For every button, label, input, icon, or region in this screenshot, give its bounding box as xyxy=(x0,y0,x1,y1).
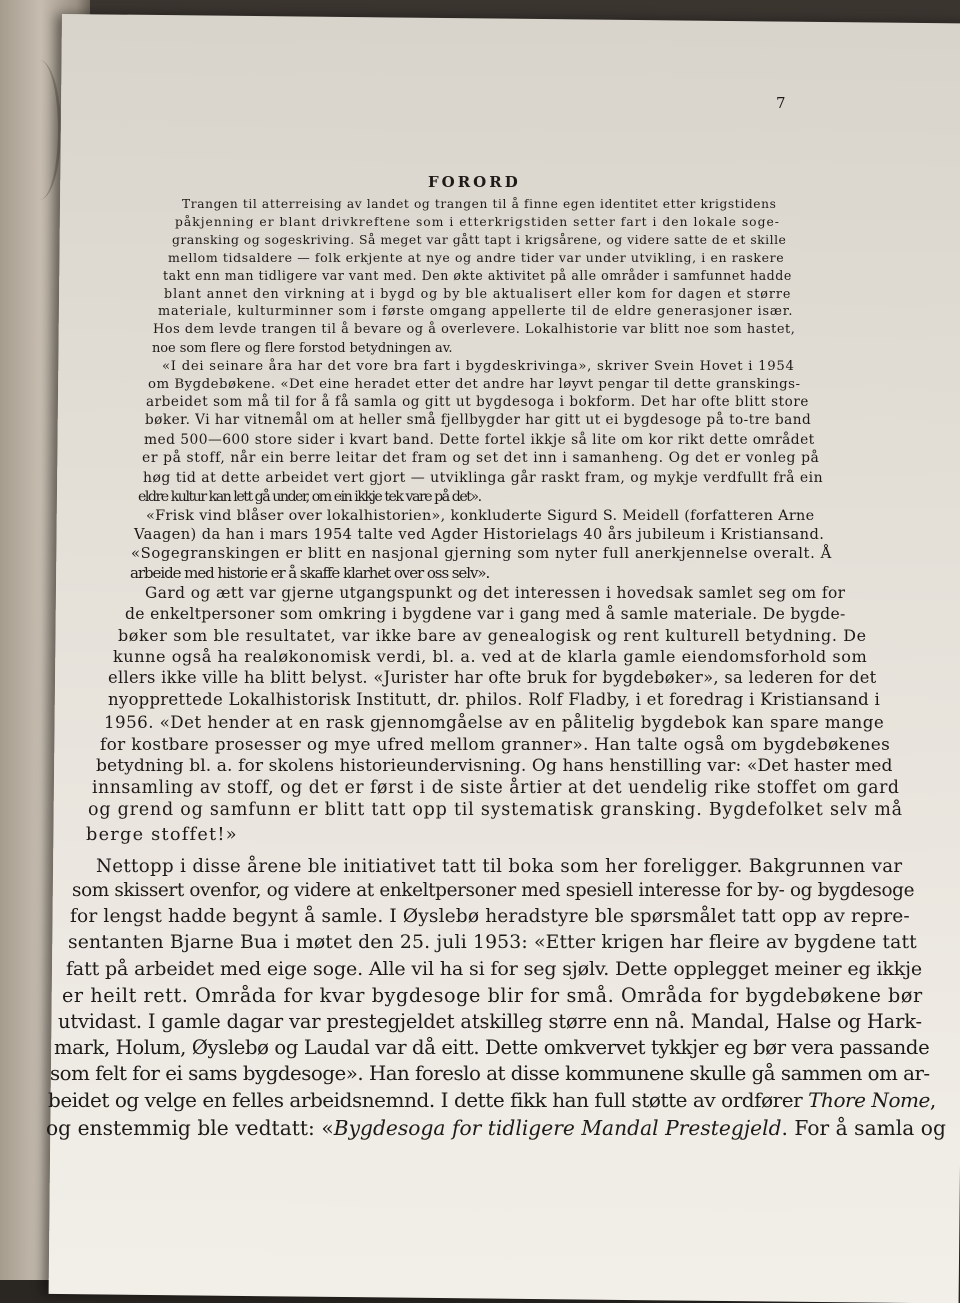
text-line: med 500—600 store sider i kvart band. Dette fortel ikkje så lite om kor rikt dette området xyxy=(144,432,815,448)
text-line: blant annet den virkning at i bygd og by ble aktualisert eller kom for dagen et større xyxy=(164,286,792,301)
text-line: mellom tidsaldere — folk erkjente at nye og andre tider var under utvikling, i en raskere xyxy=(168,250,785,265)
text-line: de enkeltpersoner som omkring i bygdene var i gang med å samle materiale. De bygde- xyxy=(125,605,846,623)
text-line: og grend og samfunn er blitt tatt opp til systematisk gransking. Bygdefolket selv må xyxy=(88,800,903,820)
text-line: materiale, kulturminner som i første omgang appellerte til de eldre generasjoner især. xyxy=(158,304,794,319)
text-line: eldre kultur kan lett gå under, om ein ikkje tek vare på det». xyxy=(138,489,481,505)
text-line: noe som flere og flere forstod betydningen av. xyxy=(152,341,453,356)
text-line: bøker som ble resultatet, var ikke bare av genealogisk og rent kulturell betydning. De xyxy=(118,626,867,645)
text-line: sentanten Bjarne Bua i møtet den 25. juli 1953: «Etter krigen har fleire av bygdene tatt xyxy=(68,932,917,953)
text-line: er på stoff, når ein berre leitar det fram og set det inn i samanheng. Og det er vonleg på xyxy=(142,450,820,466)
text-line: fatt på arbeidet med eige soge. Alle vil ha si for seg sjølv. Dette opplegget meiner eg ikkje xyxy=(66,958,923,980)
text-line: er heilt rett. Områda for kvar bygdesoge blir for små. Områda for bygdebøkene bør xyxy=(62,984,923,1007)
text-line: takt enn man tidligere var vant med. Den økte aktivitet på alle områder i samfunnet hadde xyxy=(163,268,792,283)
text-line: Vaagen) da han i mars 1954 talte ved Agder Historielags 40 års jubileum i Kristiansand. xyxy=(134,526,825,543)
text-line: som skissert ovenfor, og videre at enkeltpersoner med spesiell interesse for by- og bygdesoge xyxy=(72,880,915,901)
text-line: betydning bl. a. for skolens historieundervisning. Og hans henstilling var: «Det haster med xyxy=(96,756,893,776)
text-line: kunne også ha realøkonomisk verdi, bl. a. ved at de klarla gamle eiendomsforhold som xyxy=(113,647,868,666)
text-line: for lengst hadde begynt å samle. I Øyslebø heradstyre ble spørsmålet tatt opp av repre- xyxy=(70,906,910,927)
text-line: ellers ikke ville ha blitt belyst. «Jurister har ofte bruk for bygdebøker», sa lederen for det xyxy=(108,668,877,687)
text-line: gransking og sogeskriving. Så meget var gått tapt i krigsårene, og videre satte de et skille xyxy=(172,232,787,247)
text-line: Trangen til atterreising av landet og trangen til å finne egen identitet etter krigstidens xyxy=(182,197,777,211)
text-line: som felt for ei sams bygdesoge». Han foreslo at disse kommunene skulle gå sammen om ar- xyxy=(50,1062,930,1085)
text-line: for kostbare prosesser og mye ufred mellom granner». Han talte også om bygdebøkenes xyxy=(100,734,891,754)
text-line: mark, Holum, Øyslebø og Laudal var då eitt. Dette omkvervet tykkjer eg bør vera passande xyxy=(54,1036,930,1059)
text-line: høg tid at dette arbeidet vert gjort — utviklinga går raskt fram, og mykje verdfullt frå ein xyxy=(143,470,824,486)
page-number: 7 xyxy=(776,94,786,112)
text-line: beidet og velge en felles arbeidsnemnd. I dette fikk han full støtte av ordfører Thore Nome, xyxy=(48,1088,936,1112)
text-line: innsamling av stoff, og det er først i de siste årtier at det uendelig rike stoffet om gard xyxy=(92,778,900,798)
text-line: berge stoffet!» xyxy=(86,825,238,845)
text-line: påkjenning er blant drivkreftene som i etterkrigstiden setter fart i den lokale soge- xyxy=(175,215,780,229)
text-line: «Sogegranskingen er blitt en nasjonal gjerning som nyter full anerkjennelse overalt. Å xyxy=(131,545,832,562)
text-line: og enstemmig ble vedtatt: «Bygdesoga for tidligere Mandal Prestegjeld. For å samla og xyxy=(46,1116,946,1140)
text-line: «I dei seinare åra har det vore bra fart i bygdeskrivinga», skriver Svein Hovet i 1954 xyxy=(162,359,795,374)
text-line: arbeide med historie er å skaffe klarhet over oss selv». xyxy=(130,564,490,582)
text-line: Gard og ætt var gjerne utgangspunkt og det interessen i hovedsak samlet seg om for xyxy=(145,584,846,602)
text-line: bøker. Vi har vitnemål om at heller små fjellbygder har gitt ut ei bygdesoge på to-tre band xyxy=(145,412,812,428)
text-line: nyopprettede Lokalhistorisk Institutt, dr. philos. Rolf Fladby, i et foredrag i Kristiansand i xyxy=(108,690,880,709)
text-line: om Bygdebøkene. «Det eine heradet etter det andre har løyvt pengar til dette granskings- xyxy=(148,377,801,392)
text-line: arbeidet som må til for å få samla og gitt ut bygdesoga i bokform. Det har ofte blitt store xyxy=(146,394,809,410)
text-line: Nettopp i disse årene ble initiativet tatt til boka som her foreligger. Bakgrunnen var xyxy=(96,856,903,877)
text-line: 1956. «Det hender at en rask gjennomgåelse av en pålitelig bygdebok kan spare mange xyxy=(104,712,885,732)
page-title: FORORD xyxy=(428,173,521,191)
text-line: utvidast. I gamle dagar var prestegjeldet atskilleg større enn nå. Mandal, Halse og Hark- xyxy=(58,1010,922,1033)
text-line: Hos dem levde trangen til å bevare og å overlevere. Lokalhistorie var blitt noe som hastet, xyxy=(153,322,796,337)
text-line: «Frisk vind blåser over lokalhistorien», konkluderte Sigurd S. Meidell (forfatteren Arne xyxy=(146,508,815,524)
